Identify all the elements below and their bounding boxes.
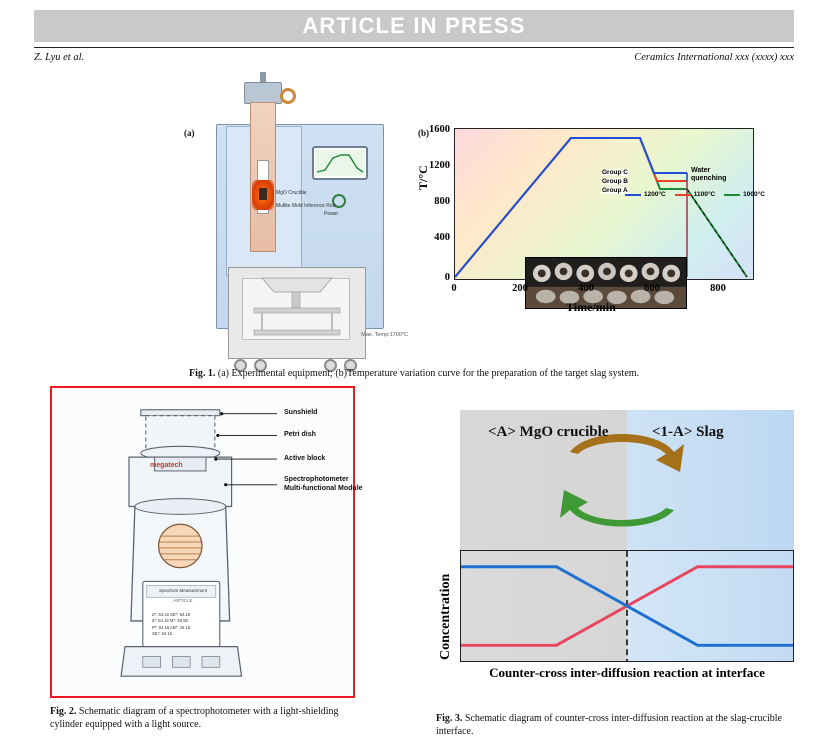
crucible-sample (259, 188, 267, 200)
furnace-knob-icon (280, 88, 296, 104)
furnace-top-cap (244, 82, 282, 104)
panel-b-label: (b) (418, 128, 429, 138)
legend-swatch (675, 194, 691, 196)
figure-3-title-left: <A> MgO crucible (488, 424, 609, 440)
article-in-press-banner (34, 10, 794, 42)
label-spectrophotometer: Spectrophotometer Multi-functional Module (284, 476, 363, 492)
figure-1a-equipment (184, 72, 414, 362)
x-tick: 400 (578, 283, 594, 294)
legend-label: 1200°C (644, 191, 666, 198)
label-active-block: Active block (284, 455, 326, 462)
figure-1-caption (34, 368, 794, 381)
y-tick: 400 (434, 232, 450, 243)
legend-label: 1100°C (693, 191, 716, 198)
chart-legend (625, 191, 765, 198)
figure-2-caption (50, 706, 355, 731)
chart-plot-area (454, 128, 765, 280)
y-tick: 800 (434, 196, 450, 207)
readout-line: SE*: 64.16 (152, 630, 173, 636)
device-panel-readouts (152, 612, 218, 637)
brand-logo: megatech (150, 462, 183, 469)
legend-swatch (724, 194, 740, 196)
y-axis-label: T/°C (416, 165, 430, 190)
y-tick: 1200 (429, 160, 450, 171)
stand-detail (242, 272, 352, 342)
figure-3-caption-label: Fig. 3. (436, 713, 463, 724)
figure-1-caption-label: Fig. 1. (188, 368, 216, 379)
x-tick: 0 (451, 283, 457, 294)
y-tick: 1600 (429, 124, 450, 135)
figure-2-caption-text: Schematic diagram of a spectrophotometer with a light-shielding cylinder equipped with a light source. (50, 706, 339, 730)
figure-3-y-label: Concentration (438, 573, 453, 660)
figure-2 (50, 386, 363, 698)
power-label: Power (324, 211, 339, 217)
figure-3-caption (436, 713, 794, 738)
figure-3-concentration-plot (460, 550, 794, 662)
figure-3 (436, 410, 794, 688)
running-head-journal: Ceramics International xxx (xxxx) xxx (634, 52, 794, 63)
y-tick: 0 (444, 272, 450, 283)
readout-line: d*: 64.16 M*: 63.55 (152, 618, 188, 624)
panel-a-label: (a) (184, 128, 195, 138)
readout-line: Z*: 64.16 SE*: 64.16 (152, 612, 191, 617)
readout-line: P*: 64.16 AB*: 15.16 (152, 624, 191, 630)
figure-3-caption-text: Schematic diagram of counter-cross inter-diffusion reaction at the slag-crucible interface. (436, 713, 782, 737)
crucible-label: MgO Crucible (276, 190, 307, 196)
figure-1b-chart (416, 72, 794, 362)
mold-rod-label: Mullite Mold Inference Rod (276, 203, 336, 209)
screen-curve-icon (315, 150, 365, 176)
label-petri-dish: Petri dish (284, 431, 316, 438)
legend-item (724, 191, 765, 198)
legend-label: 1000°C (743, 191, 765, 198)
max-temp-label: Max. Temp:1700°C (361, 332, 408, 338)
legend-item (625, 191, 666, 198)
label-sunshield: Sunshield (284, 409, 318, 416)
header-rule (34, 47, 794, 48)
banner-text: ARTICLE IN PRESS (302, 13, 526, 38)
device-panel-title: Spectrum Measurement (158, 588, 208, 593)
figure-3-main-caption: Counter-cross inter-diffusion reaction at interface (489, 665, 765, 680)
figure-1-caption-text: (a) Experimental equipment; (b)Temperature variation curve for the preparation of the target slag system. (217, 368, 640, 379)
running-head-authors: Z. Lyu et al. (34, 52, 85, 63)
figure-2-caption-label: Fig. 2. (50, 706, 77, 717)
x-tick: 200 (512, 283, 528, 294)
x-tick: 600 (644, 283, 660, 294)
legend-item (675, 191, 715, 198)
annotation-group-c: Group C (602, 169, 628, 176)
annotation-group-b: Group B (602, 178, 628, 185)
annotation-group-a: Group A (602, 187, 628, 194)
figure-3-title-right: <1-A> Slag (652, 424, 724, 440)
device-panel-subtitle: ARTICLE (173, 598, 193, 603)
figure-1 (34, 72, 794, 364)
x-tick: 800 (710, 283, 726, 294)
annotation-water-quenching: Water quenching (691, 167, 727, 183)
concentration-curves (461, 551, 793, 661)
x-axis-label: Time/min (566, 300, 616, 314)
